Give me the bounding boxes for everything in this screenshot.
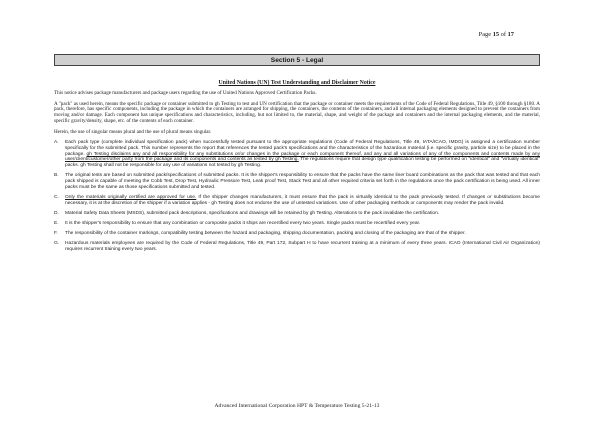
text-run: If the shipper changes manufacturers, it must ensure that the pack is virtually identical to the pack previously tested. If changes or substitutions become necessary, it is at the discretion of the shipper if a variation applies - gh Testing does not endorse the use of untested variations. Use of other packaging methods or components may render the pack invalid. bbox=[65, 195, 540, 206]
list-item bbox=[54, 241, 540, 253]
list-item bbox=[54, 211, 540, 217]
list-item-text bbox=[65, 195, 540, 207]
underlined-text: gh Testing disclaims any and all responsibility for any substitutions or/or changes in the package or each component thereof, and any and all variations of any of the components and contents made by any user/client/customer/other party from the package and its components and contents as tested by gh Testing. bbox=[65, 151, 540, 163]
list-item-text bbox=[65, 140, 540, 169]
list-item bbox=[54, 195, 540, 207]
list-item bbox=[54, 231, 540, 237]
text-run: Material Safety Data Sheets (MSDS), submitted pack descriptions, specifications and drawings will be retained by gh Testing. Alterations to the pack invalidate the certification. bbox=[65, 210, 440, 216]
list-item-letter: G. bbox=[54, 241, 60, 247]
text-run: The regulations require that design type qualification testing be performed on "identical" and "virtually identical" packs. gh Testing shall not be responsible for any use of variations not tested by gh Testing. bbox=[65, 157, 540, 169]
list-item-text bbox=[65, 231, 540, 237]
document-body bbox=[54, 80, 540, 257]
list-item-letter: F. bbox=[54, 231, 58, 237]
page-current: 15 bbox=[492, 31, 500, 38]
list-item bbox=[54, 221, 540, 227]
section-title: Section 5 - Legal bbox=[54, 54, 540, 66]
list-item-letter: C. bbox=[54, 195, 59, 200]
list-item-letter: D. bbox=[54, 210, 59, 216]
herein-paragraph: Herein, the use of singular means plural and the use of plural means singular. bbox=[54, 128, 212, 135]
text-run: Each pack type (complete individual specification pack) when successfully tested pursuant to the appropriate regulations (Code of Federal Regulations, Title 49, IATA/ICAO, IMDG) is assigned a certification number specifically for the submitted pack. This number represents the report that references the tested pack's specifications and the characteristics of the hazardous material (i.e. specific gravity, particle size) to be placed in the package. bbox=[65, 140, 540, 157]
text-run: It is the shipper's responsibility to ensure that any combination or composite packs it ships are recertified every two years. Single packs must be recertified every year. bbox=[65, 221, 421, 227]
text-run: Hazardous materials employees are required by the Code of Federal Regulations, Title 49, Part 172, Subpart H to have recurrent training at a minimum of every three years. ICAO (International Civil Air Organization) requires recurrent training every two years. bbox=[65, 241, 540, 253]
text-run: The original tests are based on submitted pack/specifications of submitted packs. It is the shipper's responsibility to ensure that the packs have the same liner board combinations as the pack that was tested and that each pack shipped is capable of meeting the Cobb Test, Drop Test, Hydraulic Pressure Test, Leak proof Test, Stack Test and all other required criteria set forth in the regulations once the pack certification is being used. All inner packs must be the same as those specifications submitted and tested. bbox=[65, 173, 540, 190]
intro-paragraph: This notice advises package manufacturers and package users regarding the use of United Nations Approved Certification Packs. bbox=[54, 90, 317, 96]
definition-paragraph: A "pack" as used herein, means the specific package or container submitted to gh Testing to test and UN certification that the package or container meets the requirements of the Code of Federal Regulations, Title 49, §100 through §180. A pack, therefore, has specific components, including the package in which the containers are arranged for shipping, the containers, the contents of the containers, and all internal packaging elements designed to prevent the containers from moving and/or damage. Each component has unique specifications and characteristics, including, but not limited to, the material, shape, and weight of the package and containers and the internal packaging elements, and the material, specific gravity/density, shape, etc. of the contents of each container. bbox=[54, 100, 540, 125]
list-item-text bbox=[65, 241, 540, 253]
page-total: 17 bbox=[507, 31, 514, 38]
underlined-text: Only the materials originally certified are approved for use. bbox=[65, 195, 197, 200]
list-item-letter: B. bbox=[54, 173, 59, 179]
text-run: The responsibility of the container markings, compatibility testing between the hazard and packaging, shipping documentation, packing and closing of the packaging are that of the shipper. bbox=[65, 231, 466, 237]
list-item-text bbox=[65, 173, 540, 190]
list-item-letter: E. bbox=[54, 221, 59, 227]
notice-title: United Nations (UN) Test Understanding and Disclaimer Notice bbox=[218, 80, 376, 86]
list-item bbox=[54, 140, 540, 169]
list-item-letter: A. bbox=[54, 140, 59, 146]
list-item-text bbox=[65, 221, 540, 227]
page-number: Page 15 of 17 bbox=[478, 31, 514, 38]
page-footer: Advanced International Corporation HPT & Temperature Testing 5-21-13 bbox=[214, 403, 380, 409]
list-item-text bbox=[65, 211, 540, 217]
list-item bbox=[54, 173, 540, 190]
disclaimer-list bbox=[54, 140, 540, 253]
